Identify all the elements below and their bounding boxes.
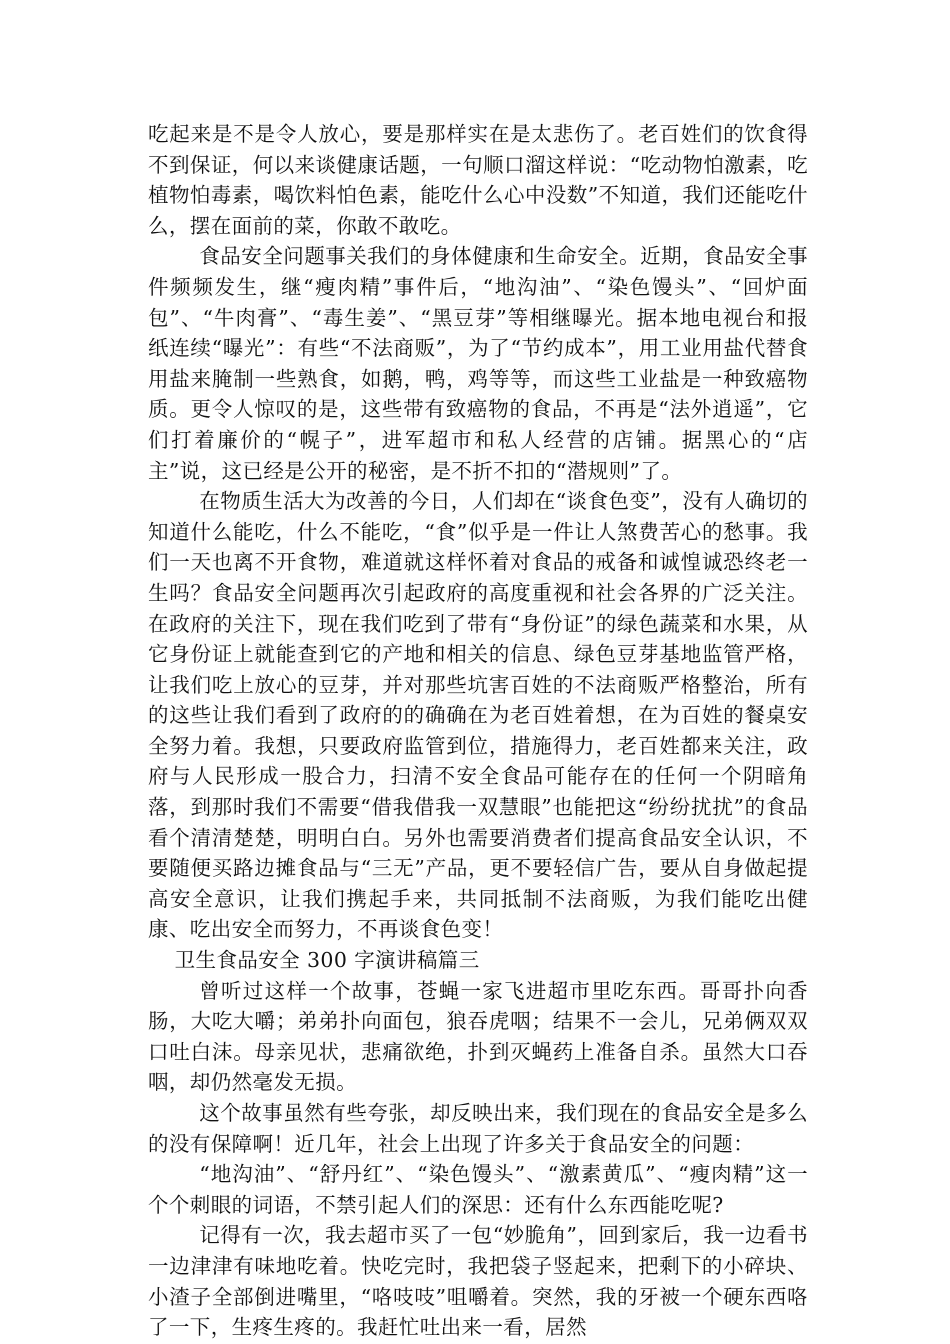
paragraph-personal-experience: 记得有一次，我去超市买了一包“妙脆角”，回到家后，我一边看书一边津津有味地吃着。快吃完时，我把袋子竖起来，把剩下的小碎块、小渣子全部倒进嘴里，“咯吱吱”咀嚼着。突然，我的牙被一个硬东西咯了一下，生疼生疼的。我赶忙吐出来一看，居然 bbox=[148, 1223, 808, 1340]
paragraph-continuation: 吃起来是不是令人放心，要是那样实在是太悲伤了。老百姓们的饮食得不到保证，何以来谈健康话题，一句顺口溜这样说：“吃动物怕激素，吃植物怕毒素，喝饮料怕色素，能吃什么心中没数”不知道，我们还能吃什么，摆在面前的菜，你敢不敢吃。 bbox=[148, 122, 808, 238]
paragraph-keyword-list: “地沟油”、“舒丹红”、“染色馒头”、“激素黄瓜”、“瘦肉精”这一个个刺眼的词语，不禁引起人们的深思：还有什么东西能吃呢? bbox=[148, 1162, 808, 1217]
section-heading: 卫生食品安全 300 字演讲稿篇三 bbox=[174, 948, 480, 973]
paragraph-story-reflection: 这个故事虽然有些夸张，却反映出来，我们现在的食品安全是多么的没有保障啊！近几年，社会上出现了许多关于食品安全的问题： bbox=[148, 1101, 808, 1156]
paragraph-government-supervision: 在物质生活大为改善的今日，人们却在“谈食色变”，没有人确切的知道什么能吃，什么不能吃，“食”似乎是一件让人煞费苦心的愁事。我们一天也离不开食物，难道就这样怀着对食品的戒备和诚惶诚恐终老一生吗？食品安全问题再次引起政府的高度重视和社会各界的广泛关注。在政府的关注下，现在我们吃到了带有“身份证”的绿色蔬菜和水果，从它身份证上就能查到它的产地和相关的信息、绿色豆芽基地监管严格，让我们吃上放心的豆芽，并对那些坑害百姓的不法商贩严格整治，所有的这些让我们看到了政府的的确确在为老百姓着想，在为百姓的餐桌安全努力着。我想，只要政府监管到位，措施得力，老百姓都来关注，政府与人民形成一股合力，扫清不安全食品可能存在的任何一个阴暗角落，到那时我们不需要“借我借我一双慧眼”也能把这“纷纷扰扰”的食品看个清清楚楚，明明白白。另外也需要消费者们提高食品安全认识，不要随便买路边摊食品与“三无”产品，更不要轻信广告，要从自身做起提高安全意识，让我们携起手来，共同抵制不法商贩，为我们能吃出健康、吃出安全而努力，不再谈食色变！ bbox=[148, 489, 808, 942]
document-body bbox=[148, 119, 808, 1343]
paragraph-food-safety-events: 食品安全问题事关我们的身体健康和生命安全。近期，食品安全事件频频发生，继“瘦肉精”事件后，“地沟油”、“染色馒头”、“回炉面包”、“牛肉膏”、“毒生姜”、“黑豆芽”等相继曝光。据本地电视台和报纸连续“曝光”：有些“不法商贩”，为了“节约成本”，用工业用盐代替食用盐来腌制一些熟食，如鹅，鸭，鸡等等，而这些工业盐是一种致癌物质。更令人惊叹的是，这些带有致癌物的食品，不再是“法外逍遥”，它们打着廉价的“幌子”，进军超市和私人经营的店铺。据黑心的“店主”说，这已经是公开的秘密，是不折不扣的“潜规则”了。 bbox=[148, 244, 808, 483]
paragraph-fly-story: 曾听过这样一个故事，苍蝇一家飞进超市里吃东西。哥哥扑向香肠，大吃大嚼；弟弟扑向面包，狼吞虎咽；结果不一会儿，兄弟俩双双口吐白沫。母亲见状，悲痛欲绝，扑到灭蝇药上准备自杀。虽然大口吞咽，却仍然毫发无损。 bbox=[148, 978, 808, 1095]
